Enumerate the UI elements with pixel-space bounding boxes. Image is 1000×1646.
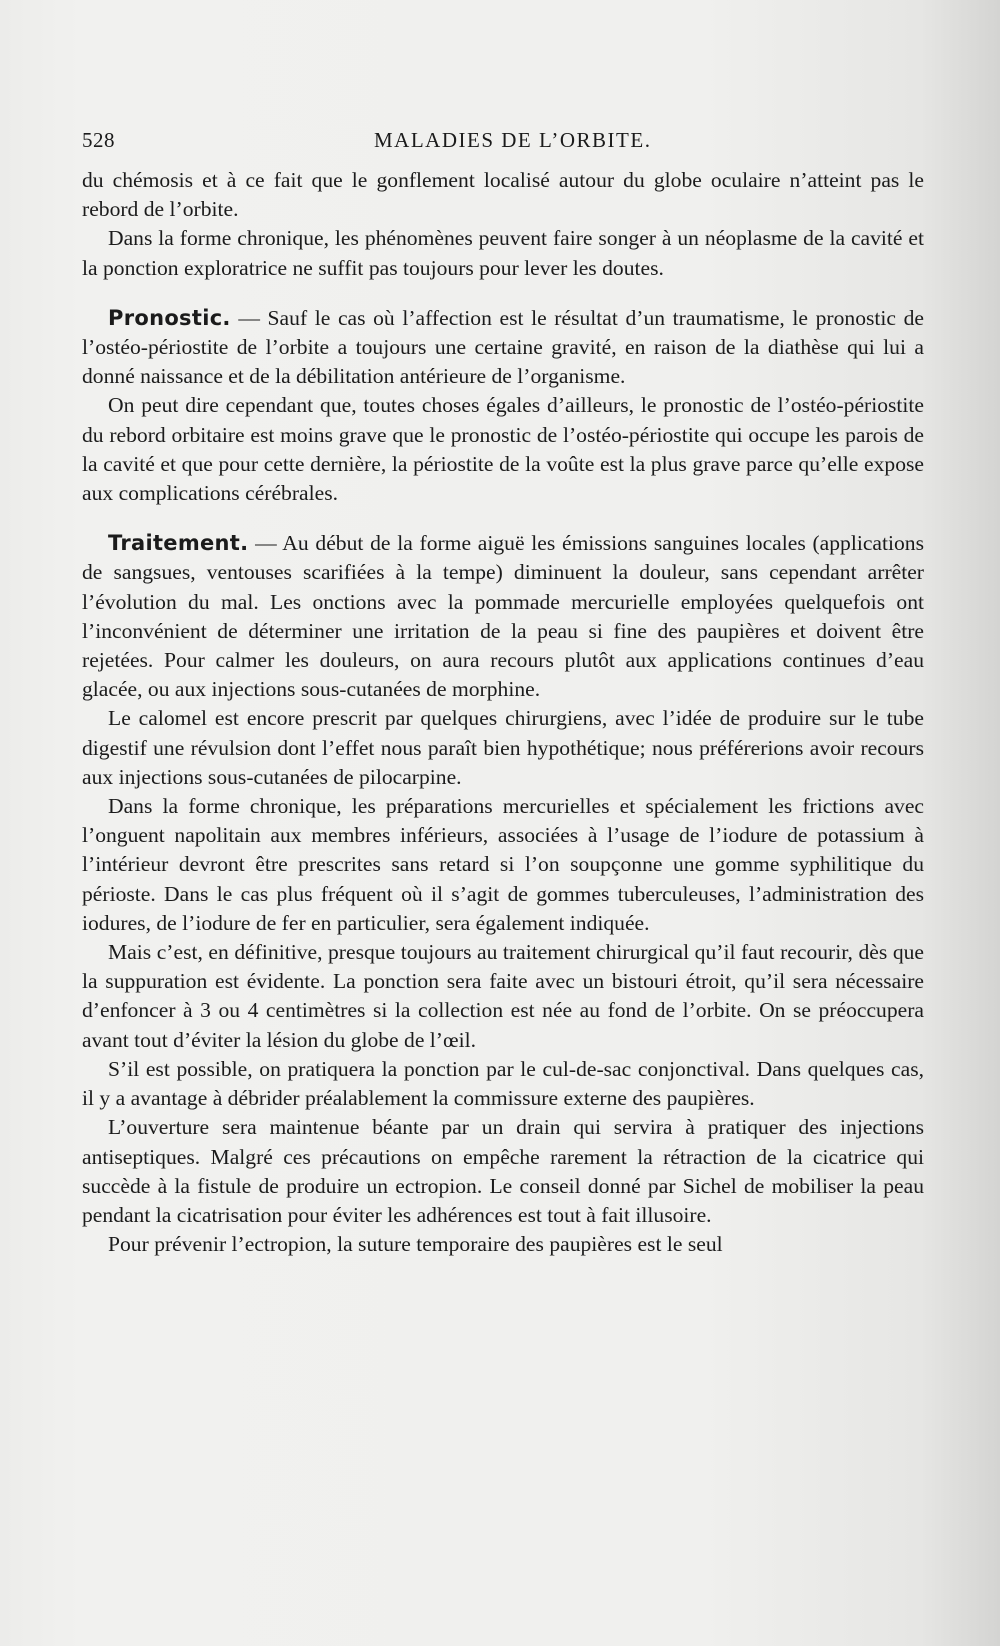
page-header [82, 128, 922, 156]
paragraph [82, 1055, 924, 1113]
running-title: MALADIES DE L’ORBITE. [374, 128, 652, 152]
paragraph-text: On peut dire cependant que, toutes choses égales d’ailleurs, le pronostic de l’ostéo-périostite du rebord orbitaire est moins grave que le pronostic de l’ostéo-périostite qui occupe les parois de la cavité et que pour cette dernière, la périostite de la voûte est la plus grave parce qu’elle expose aux complications cérébrales. [82, 393, 924, 506]
paragraph-text: Dans la forme chronique, les préparations mercurielles et spécialement les frictions avec l’onguent napolitain aux membres inférieurs, associées à l’usage de l’iodure de potassium à l’intérieur devront être prescrites sans retard si l’on soupçonne une gomme syphilitique du périoste. Dans le cas plus fréquent où il s’agit de gommes tuberculeuses, l’administration des iodures, de l’iodure de fer en particulier, sera également indiquée. [82, 794, 924, 935]
paragraph [82, 1230, 924, 1259]
paragraph [82, 224, 924, 282]
paragraph-text: Le calomel est encore prescrit par quelques chirurgiens, avec l’idée de produire sur le tube digestif une révulsion dont l’effet nous paraît bien hypothétique; nous préférerions avoir recours aux injections sous-cutanées de pilocarpine. [82, 706, 924, 789]
paragraph [82, 1113, 924, 1230]
section-heading: Traitement. [108, 531, 249, 556]
paragraph-text: — Au début de la forme aiguë les émissions sanguines locales (applications de sangsues, ventouses scarifiées à la tempe) diminuent la douleur, sans cependant arrêter l’évolution du mal. Les onctions avec la pommade mercurielle employées quelquefois ont l’inconvénient de déterminer une irritation de la peau si fine des paupières et doivent être rejetées. Pour calmer les douleurs, on aura recours plutôt aux applications continues d’eau glacée, ou aux injections sous-cutanées de morphine. [82, 531, 924, 702]
paragraph [82, 792, 924, 938]
page-body [82, 166, 924, 1259]
paragraph-text: S’il est possible, on pratiquera la ponction par le cul-de-sac conjonctival. Dans quelques cas, il y a avantage à débrider préalablement la commissure externe des paupières. [82, 1056, 924, 1111]
paragraph [82, 938, 924, 1055]
paragraph [82, 391, 924, 508]
paragraph-text: Mais c’est, en définitive, presque toujours au traitement chirurgical qu’il faut recourir, dès que la suppuration est évidente. La ponction sera faite avec un bistouri étroit, qu’il sera nécessaire d’enfoncer à 3 ou 4 centimètres si la collection est née au fond de l’orbite. On se préoccupera avant tout d’éviter la lésion du globe de l’œil. [82, 940, 924, 1052]
paragraph-text: — Sauf le cas où l’affection est le résultat d’un traumatisme, le pronostic de l’ostéo-périostite de l’orbite a toujours une certaine gravité, en raison de la diathèse qui lui a donné naissance et de la débilitation antérieure de l’organisme. [82, 305, 924, 389]
section-traitement [82, 529, 924, 704]
paragraph-text: Pour prévenir l’ectropion, la suture temporaire des paupières est le seul [108, 1232, 723, 1257]
paragraph-text: L’ouverture sera maintenue béante par un drain qui servira à pratiquer des injections antiseptiques. Malgré ces précautions on empêche rarement la rétraction de la cicatrice qui succède à la fistule de produire un ectropion. Le conseil donné par Sichel de mobiliser la peau pendant la cicatrisation pour éviter les adhérences est tout à fait illusoire. [82, 1115, 924, 1227]
section-pronostic [82, 304, 924, 392]
paragraph-text: du chémosis et à ce fait que le gonflement localisé autour du globe oculaire n’atteint pas le rebord de l’orbite. [82, 168, 924, 222]
page-number: 528 [82, 128, 115, 152]
section-heading: Pronostic. [108, 305, 231, 330]
paragraph-text: Dans la forme chronique, les phénomènes peuvent faire songer à un néoplasme de la cavité et la ponction exploratrice ne suffit pas toujours pour lever les doutes. [82, 226, 924, 280]
paragraph [82, 704, 924, 792]
paragraph [82, 166, 924, 224]
